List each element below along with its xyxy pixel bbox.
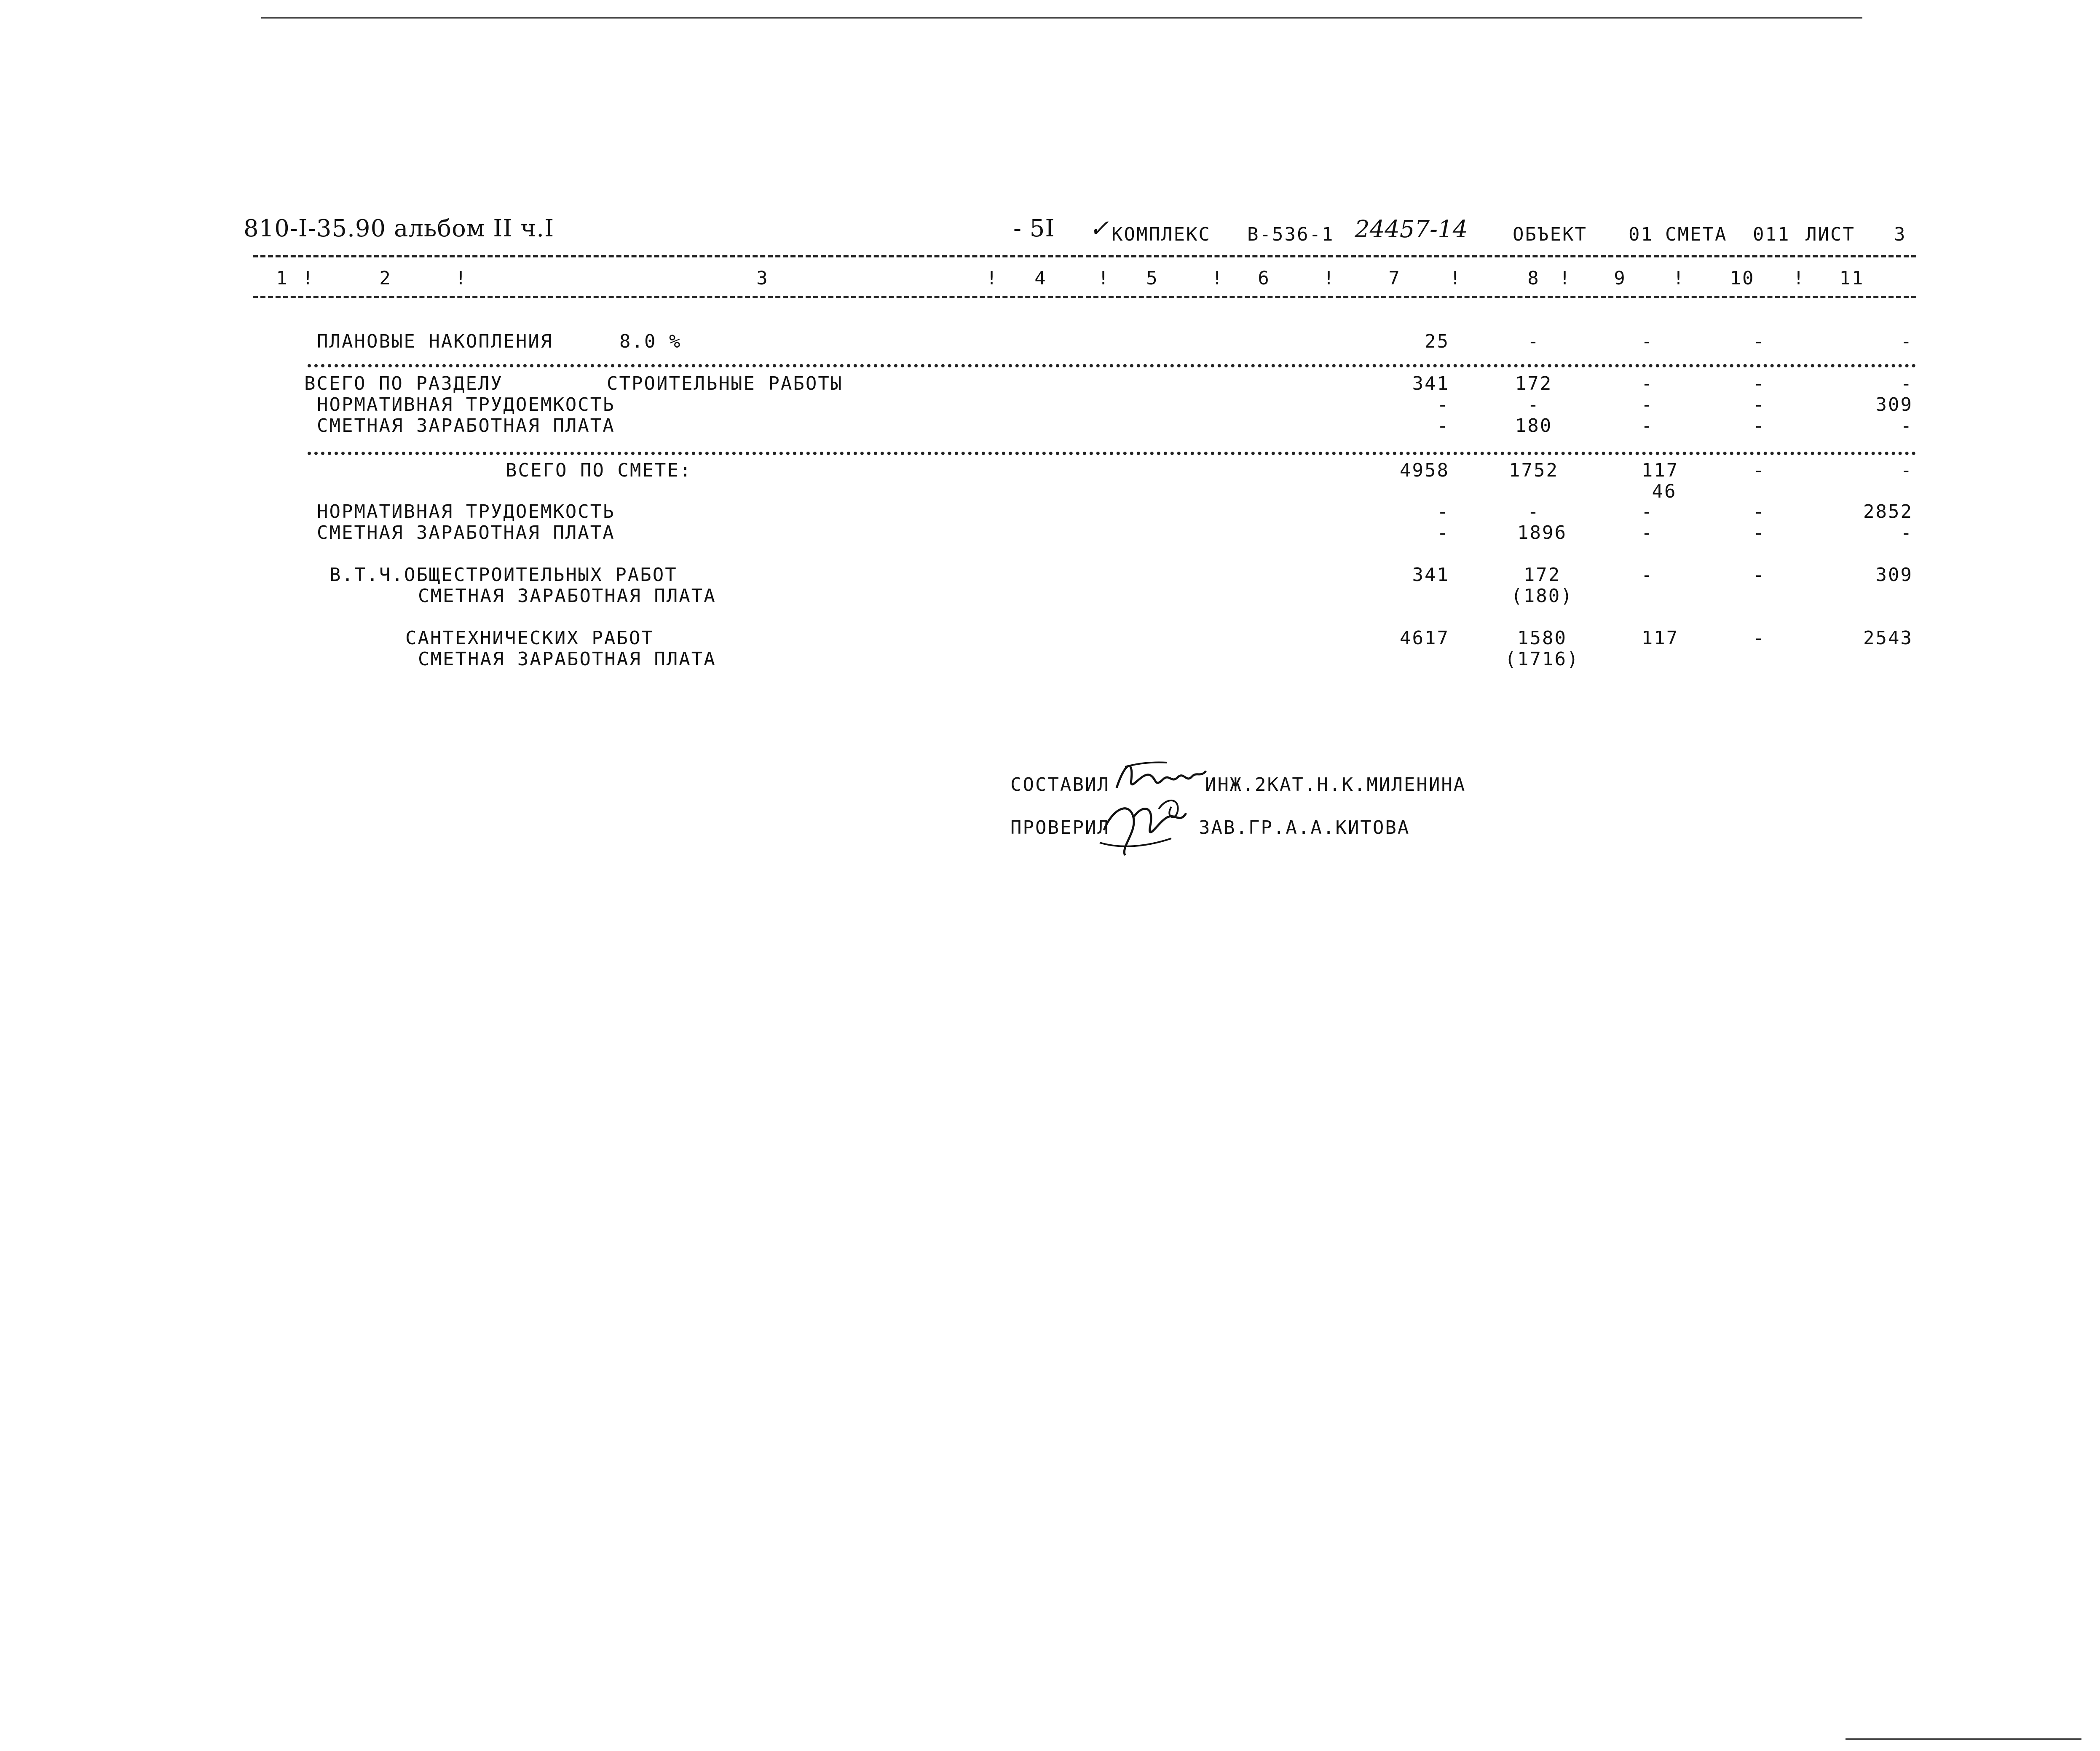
column-separator: ! — [1559, 268, 1572, 289]
sheet-mark: - 5I — [1013, 215, 1055, 242]
column-separator: ! — [1323, 268, 1336, 289]
complex-code: В-536-1 — [1247, 224, 1334, 245]
cell-col8: - — [1527, 501, 1540, 522]
compiled-label: СОСТАВИЛ — [1010, 774, 1110, 795]
section-separator-top — [308, 364, 1916, 367]
estimate-number: 011 — [1753, 224, 1790, 245]
section-total-label: ВСЕГО ПО РАЗДЕЛУ — [304, 373, 503, 394]
cell-col7: - — [1437, 522, 1449, 544]
object-number: 01 — [1629, 224, 1653, 245]
header-rule-bottom — [253, 296, 1916, 298]
cell-col10: - — [1753, 394, 1765, 415]
cell-col9: - — [1641, 373, 1654, 394]
section-labor-label: НОРМАТИВНАЯ ТРУДОЕМКОСТЬ — [317, 394, 615, 415]
cell-col8: 172 — [1515, 373, 1553, 394]
cell-col9: - — [1641, 501, 1654, 522]
handwritten-code: 24457-14 — [1355, 216, 1468, 243]
cell-col8: 1580 — [1517, 627, 1567, 649]
cell-col11: 309 — [1875, 394, 1913, 415]
cell-col11: 2543 — [1863, 627, 1913, 649]
object-label: ОБЪЕКТ — [1513, 224, 1587, 245]
header-rule-top — [253, 255, 1916, 257]
column-separator: ! — [1211, 268, 1224, 289]
cell-col7: 341 — [1412, 564, 1449, 586]
cell-col11: - — [1900, 460, 1913, 481]
section-separator-bottom — [308, 452, 1916, 455]
planned-accumulations-label: ПЛАНОВЫЕ НАКОПЛЕНИЯ — [317, 331, 553, 352]
total-labor-label: НОРМАТИВНАЯ ТРУДОЕМКОСТЬ — [317, 501, 615, 522]
cell-col10: - — [1753, 415, 1765, 436]
column-number: 1 — [276, 268, 289, 289]
column-separator: ! — [455, 268, 468, 289]
cell-col11: - — [1900, 415, 1913, 436]
cell-col7: - — [1437, 415, 1449, 436]
column-number: 6 — [1258, 268, 1270, 289]
section-name: СТРОИТЕЛЬНЫЕ РАБОТЫ — [607, 373, 843, 394]
cell-col10: - — [1753, 522, 1765, 544]
cell-col10: - — [1753, 501, 1765, 522]
checked-by: ЗАВ.ГР.А.А.КИТОВА — [1199, 817, 1410, 838]
cell-col9: - — [1641, 564, 1654, 586]
cell-col8: 1896 — [1517, 522, 1567, 544]
cell-col9: 117 — [1641, 460, 1679, 481]
column-number: 10 — [1730, 268, 1755, 289]
check-mark: ✓ — [1089, 215, 1109, 242]
cell-col9: - — [1641, 394, 1654, 415]
album-title: 810-I-35.90 альбом II ч.I — [244, 215, 554, 242]
cell-col9-sub: 46 — [1652, 481, 1677, 502]
cell-col11: 309 — [1875, 564, 1913, 586]
column-number: 8 — [1527, 268, 1540, 289]
cell-col11: - — [1900, 522, 1913, 544]
cell-col7: 25 — [1425, 331, 1449, 352]
column-number: 3 — [756, 268, 769, 289]
cell-col8: 180 — [1515, 415, 1553, 436]
general-works-label: В.Т.Ч.ОБЩЕСТРОИТЕЛЬНЫХ РАБОТ — [329, 564, 678, 586]
column-separator: ! — [1673, 268, 1685, 289]
cell-col7: 4617 — [1400, 627, 1449, 649]
cell-col8: 172 — [1523, 564, 1561, 586]
cell-col10: - — [1753, 373, 1765, 394]
plumbing-works-label: САНТЕХНИЧЕСКИХ РАБОТ — [405, 627, 654, 649]
cell-col8: (180) — [1511, 585, 1573, 607]
bottom-border-line — [1846, 1738, 2081, 1740]
cell-col11: 2852 — [1863, 501, 1913, 522]
cell-col7: 341 — [1412, 373, 1449, 394]
column-separator: ! — [302, 268, 315, 289]
column-number: 7 — [1388, 268, 1401, 289]
cell-col10: - — [1753, 564, 1765, 586]
column-number: 9 — [1614, 268, 1626, 289]
top-border-line — [261, 17, 1862, 19]
checker-signature — [1096, 792, 1197, 859]
cell-col10: - — [1753, 460, 1765, 481]
estimate-label: СМЕТА — [1665, 224, 1728, 245]
column-separator: ! — [1098, 268, 1110, 289]
cell-col10: - — [1753, 627, 1765, 649]
column-separator: ! — [1449, 268, 1462, 289]
cell-col11: - — [1900, 373, 1913, 394]
estimate-total-label: ВСЕГО ПО СМЕТЕ: — [506, 460, 692, 481]
column-number: 11 — [1839, 268, 1864, 289]
section-wage-label: СМЕТНАЯ ЗАРАБОТНАЯ ПЛАТА — [317, 415, 615, 436]
cell-col7: - — [1437, 501, 1449, 522]
cell-col7: - — [1437, 394, 1449, 415]
cell-col8: (1716) — [1505, 648, 1580, 670]
cell-col8: - — [1527, 331, 1540, 352]
cell-col9: - — [1641, 415, 1654, 436]
cell-col10: - — [1753, 331, 1765, 352]
column-separator: ! — [1793, 268, 1805, 289]
general-wage-label: СМЕТНАЯ ЗАРАБОТНАЯ ПЛАТА — [418, 585, 716, 607]
plumbing-wage-label: СМЕТНАЯ ЗАРАБОТНАЯ ПЛАТА — [418, 648, 716, 670]
column-number: 4 — [1034, 268, 1047, 289]
column-number: 2 — [379, 268, 392, 289]
complex-label: КОМПЛЕКС — [1112, 224, 1211, 245]
cell-col7: 4958 — [1400, 460, 1449, 481]
sheet-label: ЛИСТ — [1805, 224, 1855, 245]
compiled-by: ИНЖ.2КАТ.Н.К.МИЛЕНИНА — [1205, 774, 1466, 795]
checked-label: ПРОВЕРИЛ — [1010, 817, 1110, 838]
column-separator: ! — [986, 268, 999, 289]
cell-col11: - — [1900, 331, 1913, 352]
cell-col9: 117 — [1641, 627, 1679, 649]
total-wage-label: СМЕТНАЯ ЗАРАБОТНАЯ ПЛАТА — [317, 522, 615, 544]
column-number: 5 — [1146, 268, 1159, 289]
cell-col9: - — [1641, 522, 1654, 544]
cell-col8: 1752 — [1509, 460, 1559, 481]
cell-col9: - — [1641, 331, 1654, 352]
planned-accumulations-rate: 8.0 % — [619, 331, 682, 352]
cell-col8: - — [1527, 394, 1540, 415]
sheet-number: 3 — [1894, 224, 1907, 245]
